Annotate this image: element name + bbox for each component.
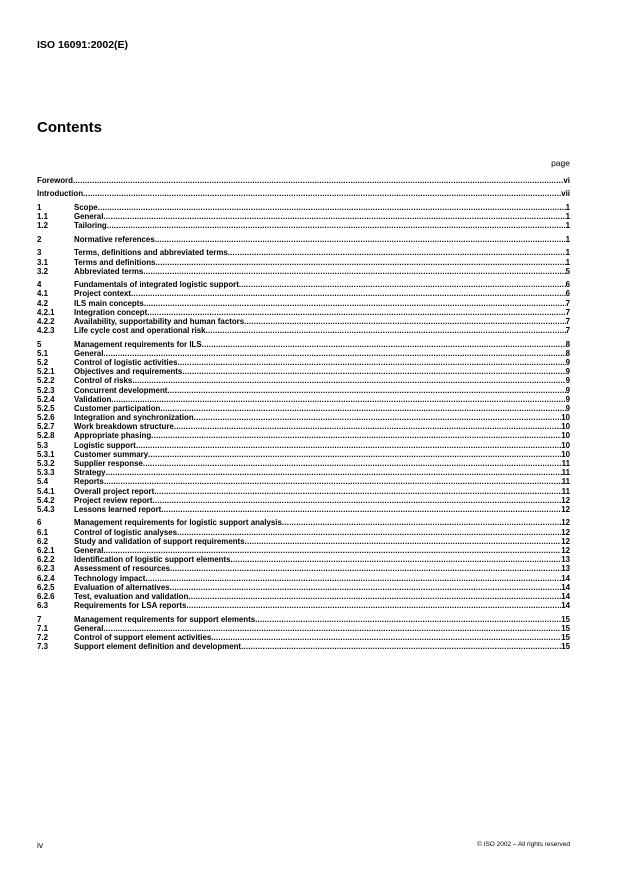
- toc-dot-leader: [153, 496, 562, 505]
- toc-entry-title: Technology impact: [74, 573, 146, 583]
- toc-entry-page: 1: [565, 257, 570, 267]
- toc-entry-title: General: [74, 212, 104, 222]
- toc-dot-leader: [194, 413, 562, 422]
- toc-entry-title: Integration and synchronization: [74, 413, 194, 423]
- toc-entry-title: Management requirements for support elements: [74, 614, 256, 624]
- toc-entry-number: 6: [37, 518, 42, 528]
- toc-entry-line: [74, 496, 570, 505]
- toc-entry-number: 5.2.7: [37, 422, 55, 432]
- toc-dot-leader: [239, 280, 566, 289]
- toc-entry-title: General: [74, 348, 104, 358]
- toc-entry-number: 5.4: [37, 477, 48, 487]
- toc-dot-leader: [160, 404, 565, 413]
- toc-entry-number: 6.2.6: [37, 591, 55, 601]
- toc-entry-line: [74, 422, 570, 431]
- toc-entry-title: Life cycle cost and operational risk: [74, 326, 206, 336]
- toc-entry-title: Introduction: [37, 189, 84, 199]
- footer-copyright: © ISO 2002 – All rights reserved: [477, 841, 570, 848]
- toc-dot-leader: [132, 376, 565, 385]
- toc-entry-page: 9: [565, 376, 570, 386]
- footer-page-number: iv: [37, 840, 44, 850]
- toc-entry[interactable]: [37, 487, 570, 496]
- toc-entry-title: Project context: [74, 289, 132, 299]
- toc-entry[interactable]: [37, 267, 570, 276]
- toc-dot-leader: [145, 574, 561, 583]
- toc-entry-page: 10: [561, 413, 570, 423]
- toc-dot-leader: [228, 248, 566, 257]
- toc-entry-line: [37, 189, 570, 198]
- toc-entry-number: 5.2: [37, 357, 48, 367]
- toc-dot-leader: [144, 299, 566, 308]
- toc-entry-page: 15: [561, 614, 570, 624]
- toc-entry-line: [74, 528, 570, 537]
- toc-entry[interactable]: [37, 624, 570, 633]
- toc-entry-line: [74, 367, 570, 376]
- toc-entry-number: 4.2.3: [37, 326, 55, 336]
- toc-entry-page: 12: [561, 504, 570, 514]
- toc-dot-leader: [107, 221, 566, 230]
- toc-entry-number: 5.4.1: [37, 486, 55, 496]
- toc-entry-page: 15: [561, 642, 570, 652]
- toc-entry-line: [74, 477, 570, 486]
- toc-entry[interactable]: [37, 555, 570, 564]
- toc-entry-number: 3.1: [37, 257, 48, 267]
- toc-entry-line: [74, 642, 570, 651]
- toc-dot-leader: [155, 258, 565, 267]
- toc-entry-number: 6.1: [37, 527, 48, 537]
- toc-dot-leader: [103, 624, 561, 633]
- toc-entry-title: Fundamentals of integrated logistic support: [74, 280, 239, 290]
- toc-entry[interactable]: [37, 459, 570, 468]
- toc-entry-page: 14: [561, 591, 570, 601]
- toc-entry[interactable]: [37, 450, 570, 459]
- toc-entry-page: 11: [561, 486, 570, 496]
- toc-entry-number: 7.1: [37, 623, 48, 633]
- toc-dot-leader: [245, 537, 562, 546]
- toc-entry-title: Study and validation of support requirements: [74, 536, 245, 546]
- toc-entry-number: 6.3: [37, 601, 48, 611]
- toc-entry-page: 6: [565, 289, 570, 299]
- toc-entry-number: 5.3.2: [37, 459, 55, 469]
- toc-entry[interactable]: [37, 477, 570, 486]
- toc-dot-leader: [167, 386, 565, 395]
- toc-entry-number: 5.3.3: [37, 468, 55, 478]
- toc-entry-title: General: [74, 623, 104, 633]
- toc-entry-page: 10: [561, 422, 570, 432]
- toc-entry[interactable]: [37, 235, 570, 244]
- toc-entry[interactable]: [37, 413, 570, 422]
- toc-entry-line: [74, 468, 570, 477]
- toc-entry[interactable]: [37, 317, 570, 326]
- toc-entry-title: Concurrent development: [74, 385, 168, 395]
- toc-dot-leader: [151, 431, 561, 440]
- toc-entry-line: [74, 555, 570, 564]
- toc-entry-page: 14: [561, 601, 570, 611]
- toc-entry-title: Appropriate phasing: [74, 431, 152, 441]
- table-of-contents: [37, 176, 570, 651]
- toc-entry-page: 14: [561, 582, 570, 592]
- toc-dot-leader: [111, 395, 565, 404]
- toc-entry[interactable]: [37, 574, 570, 583]
- document-id: ISO 16091:2002(E): [37, 39, 129, 51]
- toc-entry-page: 9: [565, 394, 570, 404]
- toc-entry-title: Scope: [74, 202, 98, 212]
- toc-entry-title: Requirements for LSA reports: [74, 601, 187, 611]
- toc-entry-number: 4.2.2: [37, 316, 55, 326]
- toc-entry-title: Abbreviated terms: [74, 266, 144, 276]
- toc-entry-page: 13: [561, 564, 570, 574]
- toc-entry-page: 13: [561, 555, 570, 565]
- toc-entry-number: 5.4.2: [37, 495, 55, 505]
- toc-entry-line: [74, 633, 570, 642]
- toc-entry-line: [74, 258, 570, 267]
- toc-entry[interactable]: [37, 203, 570, 212]
- toc-entry-line: [74, 583, 570, 592]
- toc-entry-title: Assessment of resources: [74, 564, 171, 574]
- toc-entry-line: [74, 326, 570, 335]
- toc-dot-leader: [202, 340, 566, 349]
- toc-entry[interactable]: [37, 642, 570, 651]
- toc-dot-leader: [103, 349, 565, 358]
- toc-entry-title: Validation: [74, 394, 112, 404]
- toc-dot-leader: [170, 564, 561, 573]
- toc-entry-title: General: [74, 546, 104, 556]
- toc-entry-number: 2: [37, 234, 42, 244]
- toc-entry-number: 1.2: [37, 221, 48, 231]
- toc-entry[interactable]: [37, 248, 570, 257]
- toc-dot-leader: [131, 289, 566, 298]
- toc-entry-number: 5: [37, 339, 42, 349]
- toc-entry-page: 10: [561, 431, 570, 441]
- toc-entry-number: 4.2.1: [37, 307, 55, 317]
- toc-dot-leader: [106, 468, 562, 477]
- toc-entry[interactable]: [37, 518, 570, 527]
- toc-entry-number: 5.2.8: [37, 431, 55, 441]
- toc-entry-line: [74, 376, 570, 385]
- toc-entry-page: 10: [561, 440, 570, 450]
- toc-entry-line: [74, 441, 570, 450]
- toc-entry-line: [37, 176, 570, 185]
- toc-entry-page: 1: [565, 234, 570, 244]
- toc-entry-line: [74, 431, 570, 440]
- toc-entry[interactable]: [37, 358, 570, 367]
- toc-entry-title: Control of support element activities: [74, 633, 212, 642]
- toc-entry[interactable]: [37, 583, 570, 592]
- toc-entry-page: 7: [565, 316, 570, 326]
- toc-entry-number: 6.2.4: [37, 573, 55, 583]
- toc-entry[interactable]: [37, 592, 570, 601]
- toc-dot-leader: [98, 203, 566, 212]
- toc-dot-leader: [143, 459, 562, 468]
- toc-entry-number: 5.3: [37, 440, 48, 450]
- toc-entry-title: Control of logistic activities: [74, 357, 178, 367]
- toc-entry-title: Logistic support: [74, 440, 136, 450]
- toc-entry-number: 5.2.6: [37, 413, 55, 423]
- toc-entry[interactable]: [37, 189, 570, 198]
- toc-dot-leader: [231, 555, 562, 564]
- toc-entry-line: [74, 248, 570, 257]
- toc-dot-leader: [103, 212, 565, 221]
- toc-entry-line: [74, 340, 570, 349]
- toc-entry-number: 7.2: [37, 633, 48, 642]
- toc-entry-title: Lessons learned report: [74, 504, 162, 514]
- toc-entry-line: [74, 289, 570, 298]
- toc-entry-page: 8: [565, 339, 570, 349]
- toc-entry-line: [74, 518, 570, 527]
- toc-dot-leader: [161, 505, 561, 514]
- toc-dot-leader: [206, 326, 566, 335]
- toc-entry-number: 6.2.1: [37, 546, 55, 556]
- toc-dot-leader: [136, 441, 561, 450]
- toc-entry-page: 8: [565, 348, 570, 358]
- toc-dot-leader: [170, 583, 562, 592]
- toc-dot-leader: [255, 615, 561, 624]
- toc-entry[interactable]: [37, 326, 570, 335]
- toc-entry[interactable]: [37, 367, 570, 376]
- toc-entry-number: 7.3: [37, 642, 48, 652]
- toc-entry[interactable]: [37, 431, 570, 440]
- toc-entry[interactable]: [37, 404, 570, 413]
- toc-entry-line: [74, 317, 570, 326]
- toc-dot-leader: [211, 633, 561, 642]
- toc-entry-title: Strategy: [74, 468, 106, 478]
- toc-entry[interactable]: [37, 422, 570, 431]
- toc-entry[interactable]: [37, 496, 570, 505]
- toc-entry[interactable]: [37, 308, 570, 317]
- toc-entry-page: 1: [565, 248, 570, 258]
- toc-entry-number: 5.2.2: [37, 376, 55, 386]
- toc-entry-title: Availability, supportability and human factors: [74, 316, 245, 326]
- toc-entry[interactable]: [37, 258, 570, 267]
- toc-entry-title: Test, evaluation and validation: [74, 591, 189, 601]
- toc-dot-leader: [155, 235, 566, 244]
- toc-entry-page: 12: [561, 546, 570, 556]
- toc-entry-page: 15: [561, 633, 570, 642]
- toc-entry-page: 7: [565, 307, 570, 317]
- toc-entry-number: 5.2.4: [37, 394, 55, 404]
- toc-entry-page: 9: [565, 367, 570, 377]
- toc-entry-number: 5.1: [37, 348, 48, 358]
- toc-entry-title: Terms, definitions and abbreviated terms: [74, 248, 228, 258]
- toc-entry-line: [74, 404, 570, 413]
- toc-entry-number: 7: [37, 614, 42, 624]
- toc-entry-line: [74, 308, 570, 317]
- toc-entry-line: [74, 395, 570, 404]
- toc-entry-line: [74, 349, 570, 358]
- toc-dot-leader: [282, 518, 561, 527]
- toc-entry-page: 7: [565, 298, 570, 308]
- toc-entry[interactable]: [37, 289, 570, 298]
- toc-entry-number: 5.2.3: [37, 385, 55, 395]
- toc-entry[interactable]: [37, 299, 570, 308]
- toc-entry-line: [74, 459, 570, 468]
- toc-entry-line: [74, 615, 570, 624]
- toc-entry-page: 11: [561, 468, 570, 478]
- toc-entry[interactable]: [37, 505, 570, 514]
- toc-entry-page: 12: [561, 495, 570, 505]
- toc-entry-line: [74, 280, 570, 289]
- toc-entry-title: Management requirements for logistic support analysis: [74, 518, 282, 528]
- toc-entry-title: Tailoring: [74, 221, 107, 231]
- toc-entry-page: 6: [565, 280, 570, 290]
- toc-entry-number: 6.2.2: [37, 555, 55, 565]
- toc-dot-leader: [177, 528, 561, 537]
- toc-entry-page: 11: [561, 459, 570, 469]
- toc-entry-line: [74, 624, 570, 633]
- toc-entry-page: 12: [561, 518, 570, 528]
- toc-entry[interactable]: [37, 280, 570, 289]
- toc-entry-line: [74, 358, 570, 367]
- toc-dot-leader: [186, 601, 561, 610]
- toc-entry-line: [74, 450, 570, 459]
- toc-entry-page: 9: [565, 357, 570, 367]
- toc-entry-line: [74, 221, 570, 230]
- toc-entry-number: 1.1: [37, 212, 48, 222]
- toc-entry[interactable]: [37, 546, 570, 555]
- toc-entry-title: Work breakdown structure: [74, 422, 174, 432]
- toc-entry[interactable]: [37, 468, 570, 477]
- toc-entry-title: Terms and definitions: [74, 257, 156, 267]
- toc-entry-page: 9: [565, 403, 570, 413]
- toc-entry-page: 14: [561, 573, 570, 583]
- page-title: Contents: [37, 119, 102, 136]
- toc-entry-number: 3.2: [37, 266, 48, 276]
- toc-entry-number: 5.2.1: [37, 367, 55, 377]
- toc-entry-line: [74, 487, 570, 496]
- toc-entry-title: Support element definition and development: [74, 642, 242, 652]
- toc-entry-page: 1: [565, 212, 570, 222]
- toc-entry-title: Customer summary: [74, 449, 149, 459]
- toc-entry-number: 3: [37, 248, 42, 258]
- toc-entry-title: Control of risks: [74, 376, 133, 386]
- toc-entry-page: 12: [561, 536, 570, 546]
- page-column-label: page: [551, 158, 570, 168]
- toc-entry-page: 9: [565, 385, 570, 395]
- toc-entry[interactable]: [37, 340, 570, 349]
- toc-entry[interactable]: [37, 528, 570, 537]
- toc-dot-leader: [147, 308, 565, 317]
- toc-entry-line: [74, 203, 570, 212]
- toc-dot-leader: [148, 450, 561, 459]
- toc-entry[interactable]: [37, 564, 570, 573]
- toc-entry-page: 11: [561, 477, 570, 487]
- toc-entry[interactable]: [37, 601, 570, 610]
- toc-entry-line: [74, 386, 570, 395]
- toc-entry-page: vii: [561, 189, 570, 199]
- toc-dot-leader: [182, 367, 565, 376]
- toc-entry-line: [74, 592, 570, 601]
- toc-entry-number: 4.1: [37, 289, 48, 299]
- toc-entry[interactable]: [37, 212, 570, 221]
- toc-dot-leader: [104, 477, 562, 486]
- toc-entry-line: [74, 267, 570, 276]
- toc-entry-line: [74, 564, 570, 573]
- toc-entry[interactable]: [37, 633, 570, 642]
- toc-entry-line: [74, 546, 570, 555]
- toc-entry-number: 6.2.3: [37, 564, 55, 574]
- toc-entry[interactable]: [37, 395, 570, 404]
- toc-entry-title: Objectives and requirements: [74, 367, 183, 377]
- toc-entry-title: Foreword: [37, 176, 73, 185]
- toc-dot-leader: [83, 189, 561, 198]
- toc-entry[interactable]: [37, 615, 570, 624]
- toc-entry-title: Identification of logistic support elements: [74, 555, 231, 565]
- toc-entry-page: 5: [565, 266, 570, 276]
- toc-entry-line: [74, 574, 570, 583]
- toc-dot-leader: [177, 358, 565, 367]
- toc-entry[interactable]: [37, 176, 570, 185]
- toc-entry-number: 5.4.3: [37, 504, 55, 514]
- toc-entry[interactable]: [37, 386, 570, 395]
- toc-entry-title: Management requirements for ILS: [74, 339, 202, 349]
- toc-entry-number: 6.2.5: [37, 582, 55, 592]
- toc-entry-line: [74, 413, 570, 422]
- toc-entry-number: 6.2: [37, 536, 48, 546]
- toc-entry-title: Evaluation of alternatives: [74, 582, 170, 592]
- toc-entry-line: [74, 537, 570, 546]
- toc-entry-line: [74, 299, 570, 308]
- toc-dot-leader: [241, 642, 561, 651]
- toc-dot-leader: [103, 546, 561, 555]
- toc-entry-title: Overall project report: [74, 486, 155, 496]
- toc-entry-line: [74, 212, 570, 221]
- toc-entry-title: Supplier response: [74, 459, 143, 469]
- toc-entry-title: Customer participation: [74, 403, 161, 413]
- toc-dot-leader: [154, 487, 561, 496]
- toc-entry[interactable]: [37, 349, 570, 358]
- toc-entry[interactable]: [37, 441, 570, 450]
- toc-entry[interactable]: [37, 221, 570, 230]
- toc-entry-page: 12: [561, 527, 570, 537]
- toc-dot-leader: [73, 176, 563, 185]
- toc-entry-number: 4: [37, 280, 42, 290]
- toc-entry-page: 15: [561, 623, 570, 633]
- toc-entry-line: [74, 235, 570, 244]
- toc-entry[interactable]: [37, 537, 570, 546]
- toc-entry-page: 10: [561, 449, 570, 459]
- toc-dot-leader: [174, 422, 561, 431]
- toc-entry-number: 4.2: [37, 298, 48, 308]
- toc-entry-title: Project review report: [74, 495, 153, 505]
- toc-dot-leader: [188, 592, 561, 601]
- toc-entry-line: [74, 505, 570, 514]
- toc-entry-line: [74, 601, 570, 610]
- toc-entry-number: 5.3.1: [37, 449, 55, 459]
- toc-entry-number: 1: [37, 202, 42, 212]
- toc-dot-leader: [244, 317, 565, 326]
- toc-entry-title: Reports: [74, 477, 104, 487]
- toc-entry-page: 1: [565, 202, 570, 212]
- toc-entry-page: 7: [565, 326, 570, 336]
- toc-entry-title: ILS main concepts: [74, 298, 144, 308]
- toc-entry-page: vi: [563, 176, 570, 185]
- toc-entry-title: Integration concept: [74, 307, 148, 317]
- toc-entry-page: 1: [565, 221, 570, 231]
- toc-entry-title: Control of logistic analyses: [74, 527, 178, 537]
- toc-entry[interactable]: [37, 376, 570, 385]
- toc-dot-leader: [143, 267, 565, 276]
- toc-entry-title: Normative references: [74, 234, 155, 244]
- toc-entry-number: 5.2.5: [37, 403, 55, 413]
